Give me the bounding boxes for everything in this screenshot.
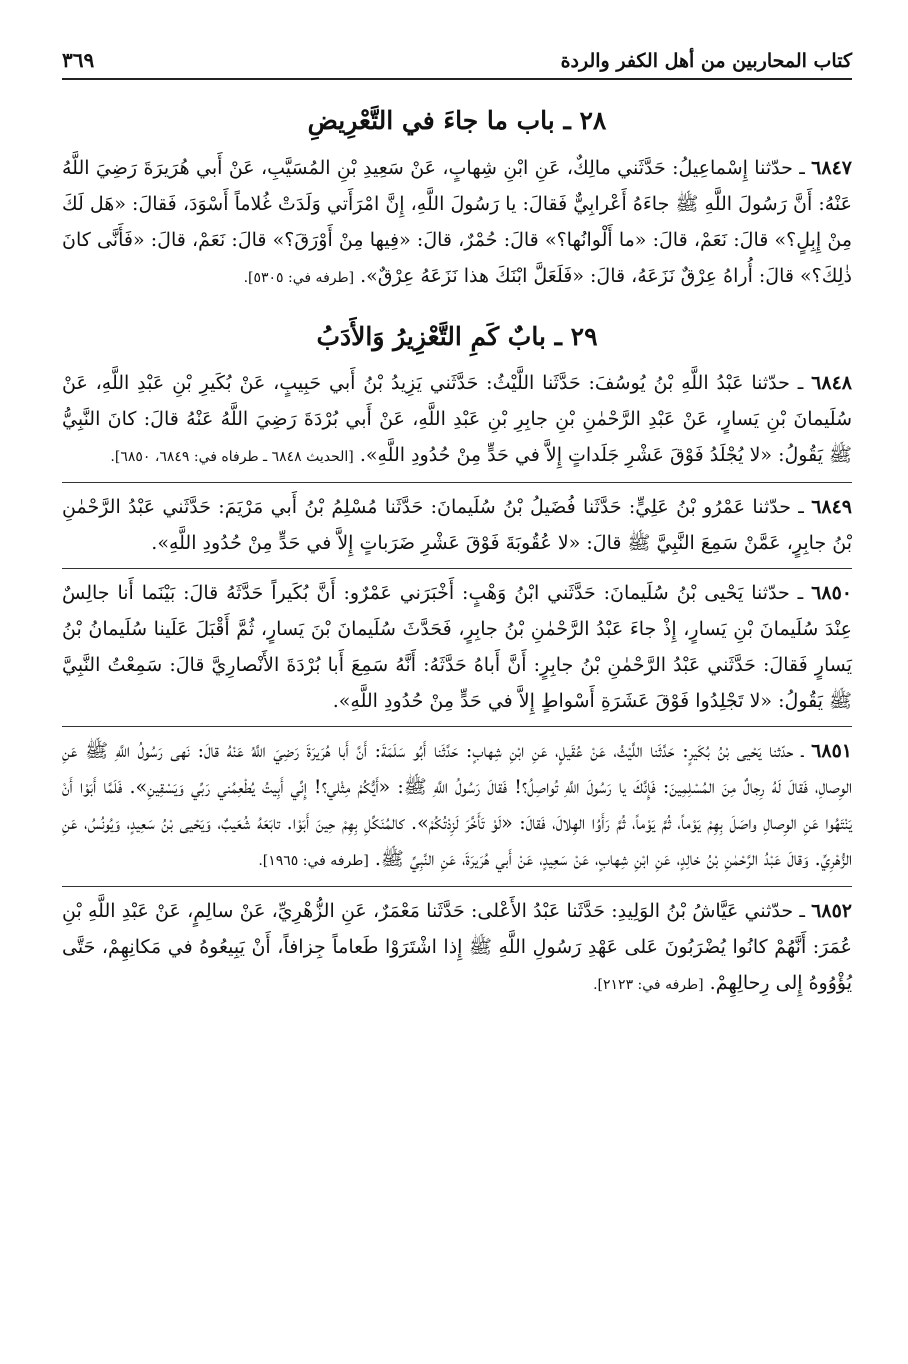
hadith-text: ـ حدّثنا عَبْدُ اللَّهِ بْنُ يُوسُفَ: حَدَّثَنا اللَّيْثُ: حَدَّثَني يَزِيدُ بْنُ أَبي حَبِيبٍ، عَنْ بُكَيرِ بْنِ عَبْدِ اللَّهِ، عَنْ سُلَيمانَ بْنِ يَسارٍ، عَنْ عَبْدِ الرَّحْمٰنِ بْنِ جابِرِ بْنِ عَبْدِ اللَّهِ، عَنْ أَبي بُرْدَةَ رَضِيَ اللَّهُ عَنْهُ قالَ: كانَ النَّبِيُّ ﷺ يَقُولُ: «لا يُجْلَدُ فَوْقَ عَشْرِ جَلَداتٍ إِلاَّ في حَدٍّ مِنْ حُدُودِ اللَّهِ». [62,372,852,466]
hadith-number: ٦٨٥١ [811,740,852,762]
hadith-reference: [طرفه في: ٥٣٠٥]. [243,269,355,286]
page-number: ٣٦٩ [62,48,95,72]
book-page [62,40,852,1340]
hadith-number: ٦٨٥٢ [811,900,852,922]
hadith-divider [62,726,852,727]
hadith-paragraph [62,733,852,879]
hadith-text: ـ حدّثني عَيَّاشُ بْنُ الوَلِيدِ: حَدَّثَنا عَبْدُ الأَعْلى: حَدَّثَنا مَعْمَرٌ، عَنِ الزُّهْرِيِّ، عَنْ سالِمٍ، عَنْ عَبْدِ اللَّهِ بْنِ عُمَرَ: أَنَّهُمْ كانُوا يُضْرَبُونَ عَلى عَهْدِ رَسُولِ اللَّهِ ﷺ إِذا اشْتَرَوْا طَعاماً جِزافاً، أَنْ يَبِيعُوهُ في مَكانِهِمْ، حَتَّى يُؤْوُوهُ إِلى رِحالِهِمْ. [62,900,852,994]
hadith-divider [62,568,852,569]
hadith-number: ٦٨٤٨ [811,372,852,394]
running-header [62,40,852,80]
hadith-text: ـ حدّثنا يَحْيى بْنُ سُلَيمانَ: حَدَّثَني ابْنُ وَهْبٍ: أَخْبَرَني عَمْرٌو: أَنَّ بُكَيراً حَدَّثَهُ قالَ: بَيْنَما أَنا جالِسٌ عِنْدَ سُلَيمانَ بْنِ يَسارٍ، إِذْ جاءَ عَبْدُ الرَّحْمٰنِ بْنُ جابِرٍ، فَحَدَّثَ سُلَيمانَ بْنَ يَسارٍ، ثُمَّ أَقْبَلَ عَلَينا سُلَيمانُ بْنُ يَسارٍ فَقالَ: حَدَّثَني عَبْدُ الرَّحْمٰنِ بْنُ جابِرٍ: أَنَّ أَباهُ حَدَّثَهُ: أَنَّهُ سَمِعَ أَبا بُرْدَةَ الأَنْصارِيَّ قالَ: سَمِعْتُ النَّبِيَّ ﷺ يَقُولُ: «لا تَجْلِدُوا فَوْقَ عَشَرَةِ أَسْواطٍ إِلاَّ في حَدٍّ مِنْ حُدُودِ اللَّهِ». [62,582,852,712]
hadith-reference: [طرفه في: ٢١٢٣]. [593,977,704,993]
hadith-text: ـ حدّثنا عَمْرُو بْنُ عَلِيٍّ: حَدَّثَنا فُضَيلُ بْنُ سُلَيمانَ: حَدَّثَنا مُسْلِمُ بْنُ أَبي مَرْيَمَ: حَدَّثَني عَبْدُ الرَّحْمٰنِ بْنُ جابِرٍ، عَمَّنْ سَمِعَ النَّبِيَّ ﷺ قالَ: «لا عُقُوبَةَ فَوْقَ عَشْرِ ضَرَباتٍ إِلاَّ في حَدٍّ مِنْ حُدُودِ اللَّهِ». [62,496,852,554]
hadith-text: ـ حدّثنا إِسْماعِيلُ: حَدَّثَني مالِكٌ، عَنِ ابْنِ شِهابٍ، عَنْ سَعِيدِ بْنِ المُسَيَّبِ، عَنْ أَبي هُرَيرَةَ رَضِيَ اللَّهُ عَنْهُ: أَنَّ رَسُولَ اللَّهِ ﷺ جاءَهُ أَعْرابِيٌّ فَقالَ: يا رَسُولَ اللَّهِ، إِنَّ امْرَأَتي وَلَدَتْ غُلاماً أَسْوَدَ، فَقالَ: «هَل لَكَ مِنْ إِبِلٍ؟» قالَ: نَعَمْ، قالَ: «ما أَلْوانُها؟» قالَ: حُمْرٌ، قالَ: «فِيها مِنْ أَوْرَقَ؟» قالَ: نَعَمْ، قالَ: «فَأَنَّى كانَ ذٰلِكَ؟» قالَ: أُراهُ عِرْقٌ نَزَعَهُ، قالَ: «فَلَعَلَّ ابْنَكَ هذا نَزَعَهُ عِرْقٌ». [62,156,852,287]
hadith-paragraph [62,893,852,1003]
book-title: كتاب المحاربين من أهل الكفر والردة [560,50,852,72]
hadith-paragraph [62,150,852,296]
hadith-divider [62,482,852,483]
hadith-reference: [طرفه في: ١٩٦٥]. [258,853,369,869]
hadith-paragraph [62,365,852,475]
chapter-heading: ٢٩ ـ بابٌ كَمِ التَّعْزِيرُ وَالأَدَبُ [316,321,598,351]
hadith-number: ٦٨٥٠ [811,582,852,604]
hadith-paragraph [62,575,852,719]
hadith-paragraph [62,489,852,561]
hadith-divider [62,886,852,887]
hadith-number: ٦٨٤٩ [811,496,853,518]
hadith-number: ٦٨٤٧ [811,156,852,179]
hadith-reference: [الحديث ٦٨٤٨ ـ طرفاه في: ٦٨٤٩، ٦٨٥٠]. [110,449,354,465]
hadith-text: ـ حدّثنا يَحْيى بْنُ بُكَيرٍ: حَدَّثَنا اللَّيْثُ، عَنْ عُقَيلٍ، عَنِ ابْنِ شِهابٍ: حَدَّثَنا أَبُو سَلَمَةَ: أَنَّ أَبا هُرَيرَةَ رَضِيَ اللَّهُ عَنْهُ قالَ: نَهى رَسُولُ اللَّهِ ﷺ عَنِ الوِصالِ، فَقالَ لَهُ رِجالٌ مِنَ المُسْلِمِينَ: فَإِنَّكَ يا رَسُولَ اللَّهِ تُواصِلُ؟! فَقالَ رَسُولُ اللَّهِ ﷺ: «أَيُّكُمْ مِثْلي؟! إِنِّي أَبِيتُ يُطْعِمُني رَبِّي وَيَسْقِينِ». فَلَمَّا أَبَوْا أَنْ يَنْتَهُوا عَنِ الوِصالِ واصَلَ بِهِمْ يَوْماً، ثُمَّ يَوْماً، ثُمَّ رَأَوُا الهِلالَ، فَقالَ: «لَوْ تَأَخَّرَ لَزِدْتُكُمْ». كالمُنَكِّلِ بِهِمْ حِينَ أَبَوْا. تابَعَهُ شُعَيبٌ، وَيَحْيى بْنُ سَعِيدٍ، وَيُونُسُ، عَنِ الزُّهْرِيِّ. وَقالَ عَبْدُ الرَّحْمٰنِ بْنُ خالِدٍ، عَنِ ابْنِ شِهابٍ، عَنْ سَعِيدٍ، عَنْ أَبي هُرَيرَةَ، عَنِ النَّبِيِّ ﷺ. [62,740,852,870]
chapter-heading: ٢٨ ـ باب ما جاءَ في التَّعْرِيضِ [307,106,607,135]
